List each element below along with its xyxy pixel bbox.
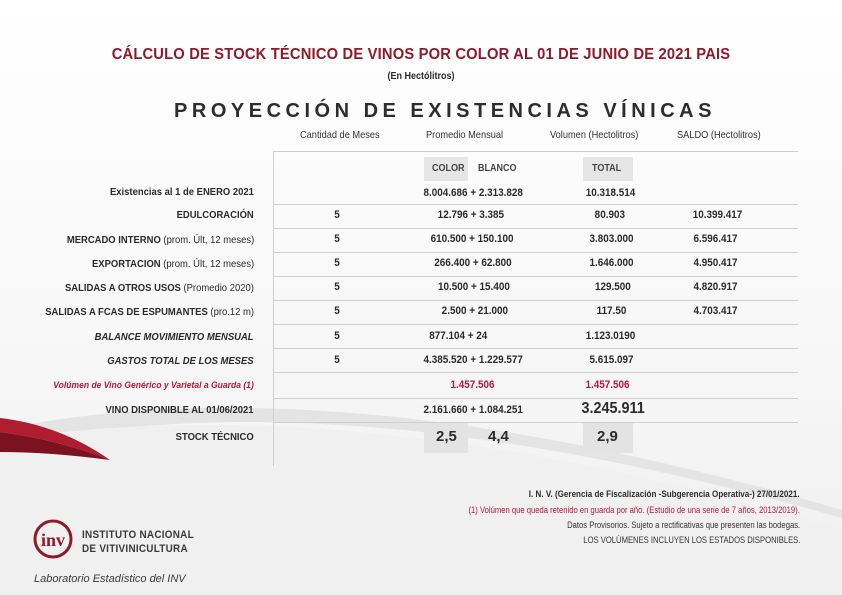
row-label-mercado-interno: MERCADO INTERNO (prom. Últ, 12 meses) [66, 234, 254, 246]
cell-saldo: 6.596.417 [693, 233, 738, 245]
footer-provisional: Datos Provisorios. Sujeto a rectificativas que presenten las bodegas. [566, 520, 800, 530]
cell-volumen: 117.50 [596, 305, 627, 317]
cell-volumen: 1.646.000 [589, 257, 634, 269]
row-label-otros-usos: SALIDAS A OTROS USOS (Promedio 2020) [65, 282, 254, 294]
cell-saldo: 10.399.417 [692, 209, 743, 221]
cell-volumen: 1.457.506 [585, 379, 630, 391]
logo-line-2: DE VITIVINICULTURA [82, 543, 188, 555]
cell-promedio: 877.104 + 24 [429, 330, 488, 342]
row-divider [273, 204, 798, 205]
footer-source: I. N. V. (Gerencia de Fiscalización -Subgerencia Operativa-) 27/01/2021. [529, 489, 800, 500]
cell-meses: 5 [334, 281, 340, 293]
cell-meses: 5 [334, 257, 340, 269]
cell-promedio: 2.161.660 + 1.084.251 [423, 404, 523, 416]
subheader-color: COLOR [432, 163, 465, 174]
cell-promedio: 2.500 + 21.000 [441, 305, 509, 317]
column-header-promedio: Promedio Mensual [426, 129, 504, 141]
table-divider [273, 151, 274, 466]
row-divider [273, 422, 798, 423]
row-divider [273, 228, 798, 229]
cell-meses: 5 [334, 330, 340, 342]
cell-promedio: 266.400 + 62.800 [434, 257, 512, 269]
row-divider [273, 276, 798, 277]
cell-meses: 5 [334, 305, 340, 317]
page-title: CÁLCULO DE STOCK TÉCNICO DE VINOS POR COLOR AL 01 DE JUNIO DE 2021 PAIS [111, 46, 731, 63]
row-label-existencias: Existencias al 1 de ENERO 2021 [110, 186, 254, 198]
row-label-guarda: Volúmen de Vino Genérico y Varietal a Guarda (1) [53, 380, 254, 391]
cell-promedio: 10.500 + 15.400 [437, 281, 510, 293]
cell-meses: 5 [334, 354, 340, 366]
cell-volumen: 3.803.000 [589, 233, 634, 245]
stock-total-value: 2,9 [597, 428, 618, 445]
svg-text:inv: inv [40, 530, 66, 550]
table-divider [273, 151, 798, 152]
row-label-edulcoracion: EDULCORACIÓN [176, 209, 254, 221]
cell-volumen: 10.318.514 [585, 187, 636, 199]
cell-promedio: 8.004.686 + 2.313.828 [423, 187, 523, 199]
row-label-stock-tecnico: STOCK TÉCNICO [175, 431, 254, 443]
column-header-meses: Cantidad de Meses [300, 129, 380, 141]
cell-saldo: 4.703.417 [693, 305, 738, 317]
stock-blanco-value: 4,4 [488, 428, 509, 445]
cell-volumen: 1.123.0190 [585, 330, 636, 342]
row-label-espumantes: SALIDAS A FCAS DE ESPUMANTES (pro.12 m) [45, 306, 254, 318]
row-divider [273, 398, 798, 399]
cell-saldo: 4.820.917 [693, 281, 738, 293]
cell-promedio: 610.500 + 150.100 [430, 233, 514, 245]
row-divider [273, 300, 798, 301]
footer-note: (1) Volúmen que queda retenido en guarda por año. (Estudio de una serie de 7 años, 2013/2019). [468, 505, 800, 515]
footer-includes: LOS VOLÚMENES INCLUYEN LOS ESTADOS DISPONIBLES. [582, 535, 800, 545]
logo-line-1: INSTITUTO NACIONAL [82, 529, 194, 541]
cell-promedio: 1.457.506 [450, 379, 495, 391]
row-divider [273, 372, 798, 373]
cell-meses: 5 [334, 209, 340, 221]
cell-volumen: 3.245.911 [581, 400, 645, 417]
row-label-exportacion: EXPORTACION (prom. Últ, 12 meses) [91, 258, 254, 270]
row-label-vino-disponible: VINO DISPONIBLE AL 01/06/2021 [105, 404, 254, 416]
row-divider [273, 252, 798, 253]
cell-promedio: 4.385.520 + 1.229.577 [423, 354, 523, 366]
cell-meses: 5 [334, 233, 340, 245]
row-divider [273, 324, 798, 325]
subheader-blanco: BLANCO [478, 163, 517, 174]
cell-volumen: 5.615.097 [589, 354, 634, 366]
page-subtitle: (En Hectólitros) [387, 71, 455, 82]
subheader-total: TOTAL [592, 163, 622, 174]
cell-volumen: 80.903 [594, 209, 625, 221]
cell-volumen: 129.500 [594, 281, 631, 293]
cell-promedio: 12.796 + 3.385 [437, 209, 505, 221]
row-divider [273, 348, 798, 349]
section-heading: PROYECCIÓN DE EXISTENCIAS VÍNICAS [174, 100, 716, 122]
column-header-volumen: Volumen (Hectolitros) [550, 129, 639, 141]
column-header-saldo: SALDO (Hectolitros) [677, 129, 761, 141]
cell-saldo: 4.950.417 [693, 257, 738, 269]
lab-caption: Laboratorio Estadístico del INV [34, 573, 186, 585]
stock-color-value: 2,5 [436, 428, 457, 445]
inv-logo-icon [30, 518, 76, 560]
row-label-gastos: GASTOS TOTAL DE LOS MESES [107, 355, 254, 367]
row-label-balance: BALANCE MOVIMIENTO MENSUAL [95, 331, 254, 343]
